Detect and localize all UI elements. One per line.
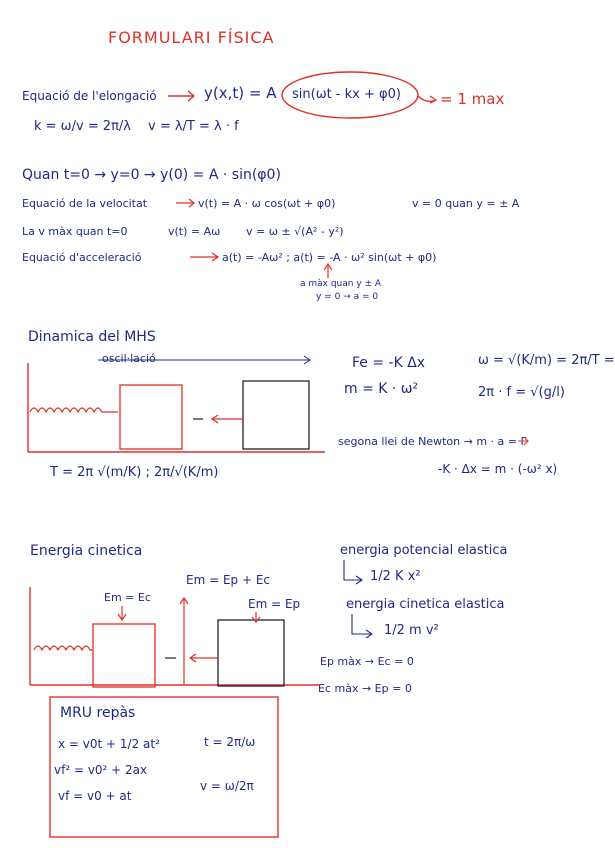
mru-heading: MRU repàs <box>60 705 136 721</box>
period-omega-formula: t = 2π/ω <box>204 735 256 749</box>
omega-formula: ω = √(K/m) = 2π/T = <box>478 353 615 368</box>
ep-max-note: Ep màx → Ec = 0 <box>320 655 414 668</box>
energy-heading: Energia cinetica <box>30 543 143 559</box>
oscillation-arrow <box>98 356 310 364</box>
page-title: FORMULARI FÍSICA <box>108 28 275 47</box>
kinetic-energy-formula: 1/2 m v² <box>384 623 439 638</box>
elongation-formula-lhs: y(x,t) = A <box>204 84 277 102</box>
elongation-formula-circled: sin(ωt - kx + φ0) <box>292 87 401 102</box>
mru-box <box>50 697 278 837</box>
period-formula: T = 2π √(m/K) ; 2π/√(K/m) <box>50 465 219 480</box>
frequency-formula: 2π · f = √(g/l) <box>478 385 565 400</box>
initial-condition-line: Quan t=0 → y=0 → y(0) = A · sin(φ0) <box>22 167 281 183</box>
red-arrow-velocity <box>176 199 194 207</box>
spring-2 <box>34 646 92 650</box>
force-arrow-2 <box>190 654 218 662</box>
mru-velocity-formula: vf = v0 + at <box>58 789 132 803</box>
force-arrow <box>212 415 244 423</box>
elongation-label: Equació de l'elongació <box>22 89 157 103</box>
wave-speed-formula: v = λ/T = λ · f <box>148 119 239 134</box>
ec-max-note: Ec màx → Ep = 0 <box>318 682 412 695</box>
wave-number-formula: k = ω/v = 2π/λ <box>34 119 131 134</box>
elastic-force-formula: Fe = -K Δx <box>352 355 426 371</box>
velocity-zero-note: v = 0 quan y = ± A <box>412 197 520 210</box>
newton-law: segona llei de Newton → m · a = F <box>338 435 527 448</box>
dynamics-heading: Dinamica del MHS <box>28 329 156 345</box>
block-black-2 <box>218 620 284 686</box>
mru-velocity-squared-formula: vf² = v0² + 2ax <box>54 763 148 777</box>
kinetic-energy-label: energia cinetica elastica <box>346 597 505 612</box>
amax-note: a màx quan y ± A <box>300 279 382 289</box>
vmax-label: La v màx quan t=0 <box>22 225 128 238</box>
em-ec-label: Em = Ec <box>104 591 151 604</box>
red-arrow-max <box>418 96 436 103</box>
elongation-max-note: = 1 max <box>440 90 505 108</box>
em-total-label: Em = Ep + Ec <box>186 573 271 587</box>
potential-energy-formula: 1/2 K x² <box>370 569 421 584</box>
acceleration-label: Equació d'acceleració <box>22 251 142 264</box>
red-arrow-elongation <box>168 91 194 101</box>
block-black <box>243 381 309 449</box>
red-arrow-newton <box>518 437 528 445</box>
frequency-omega-formula: v = ω/2π <box>200 779 254 793</box>
velocity-formula: v(t) = A · ω cos(ωt + φ0) <box>198 197 336 210</box>
spring-1 <box>30 408 118 412</box>
potential-arrow <box>344 560 362 584</box>
oscillation-label: oscil·lació <box>102 352 156 365</box>
em-ep-label: Em = Ep <box>248 597 301 611</box>
potential-energy-label: energia potencial elastica <box>340 543 508 558</box>
kinetic-arrow <box>352 614 372 638</box>
mru-position-formula: x = v0t + 1/2 at² <box>58 737 160 751</box>
red-ellipse <box>282 72 418 118</box>
vmax-formula: v(t) = Aω <box>168 225 221 238</box>
newton-expanded: -K · Δx = m · (-ω² x) <box>438 462 558 476</box>
red-arrow-acceleration <box>190 253 218 261</box>
acceleration-formula: a(t) = -Aω² ; a(t) = -A · ω² sin(ωt + φ0) <box>222 251 437 264</box>
vertical-arrow <box>180 598 188 685</box>
block-red <box>120 385 182 449</box>
a-zero-note: y = 0 → a = 0 <box>316 292 379 302</box>
mass-formula: m = K · ω² <box>344 381 419 397</box>
velocity-label: Equació de la velocitat <box>22 197 148 210</box>
em-ec-arrow <box>118 606 126 620</box>
block-red-2 <box>93 624 155 687</box>
red-arrow-amax <box>324 264 332 278</box>
velocity-sqrt-formula: v = ω ± √(A² - y²) <box>246 225 344 238</box>
